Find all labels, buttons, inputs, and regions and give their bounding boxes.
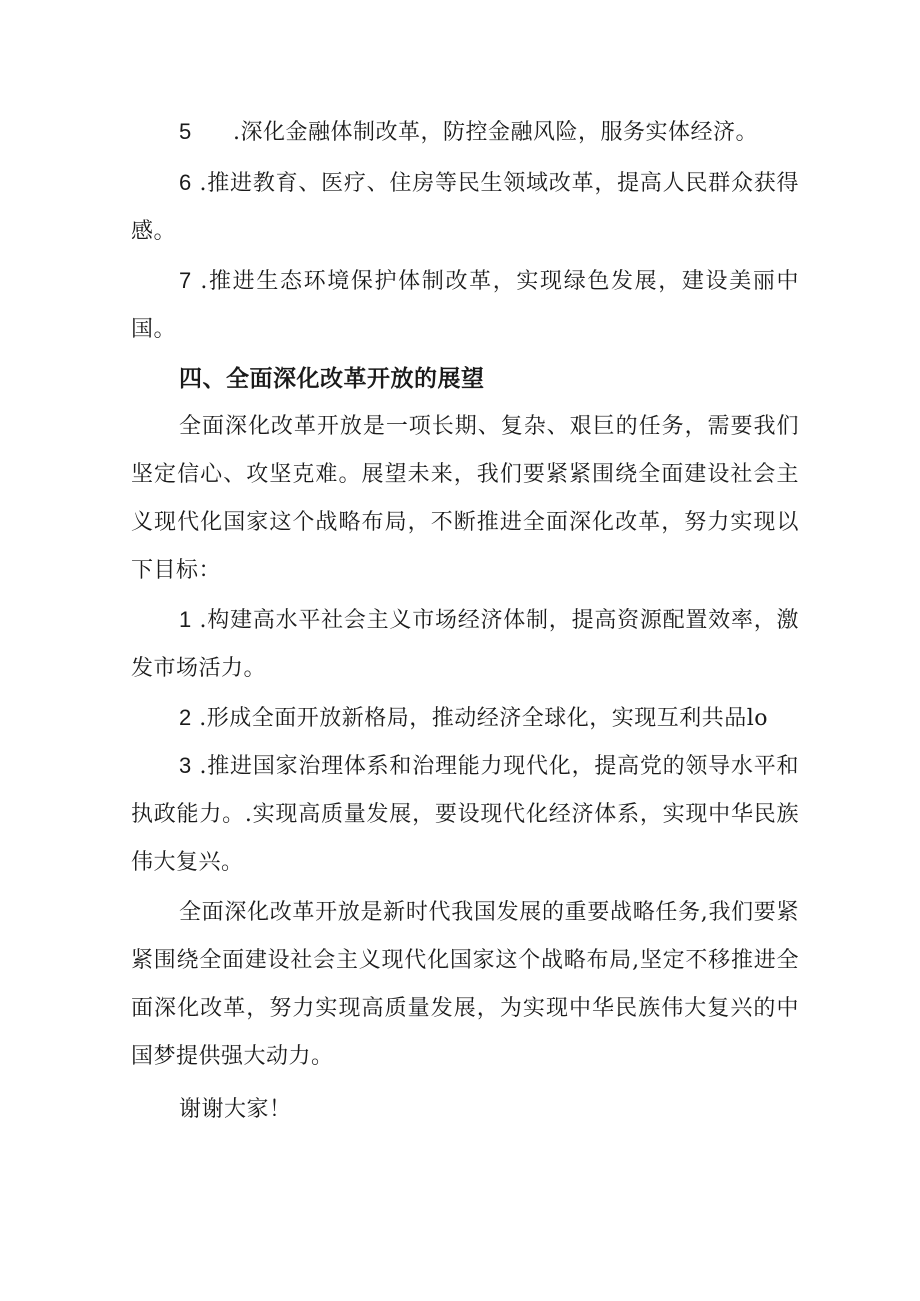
item-number: 3: [179, 753, 192, 778]
item-text: .推进教育、医疗、住房等民生领域改革，提高人民群众获得感。: [131, 171, 799, 244]
item-number: 6: [179, 170, 192, 195]
item-number: 1: [179, 607, 192, 632]
list-item-3: [131, 742, 799, 887]
closing-paragraph: 全面深化改革开放是新时代我国发展的重要战略任务,我们要紧紧围绕全面建设社会主义现代化国家这个战略布局,坚定不移推进全面深化改革，努力实现高质量发展，为实现中华民族伟大复兴的中国梦提供强大动力。: [131, 900, 799, 1069]
item-text: .形成全面开放新格局，推动经济全球化，实现互利共品lo: [199, 706, 769, 731]
item-text: .构建高水平社会主义市场经济体制，提高资源配置效率，激发市场活力。: [131, 608, 799, 681]
item-number: 5: [179, 119, 192, 144]
intro-paragraph: 全面深化改革开放是一项长期、复杂、艰巨的任务，需要我们坚定信心、攻坚克难。展望未来，我们要紧紧围绕全面建设社会主义现代化国家这个战略布局，不断推进全面深化改革，努力实现以下目标：: [131, 414, 799, 583]
item-text: .深化金融体制改革，防控金融风险，服务实体经济。: [233, 120, 758, 145]
list-item-7: [131, 257, 799, 354]
section-heading: 四、全面深化改革开放的展望: [179, 366, 485, 392]
thanks-line: 谢谢大家！: [179, 1097, 292, 1122]
list-item-5: [179, 108, 799, 157]
item-text: .推进国家治理体系和治理能力现代化，提高党的领导水平和执政能力。.实现高质量发展，要设现代化经济体系，实现中华民族伟大复兴。: [131, 754, 799, 875]
list-item-6: [131, 159, 799, 256]
list-item-2: [131, 694, 799, 743]
list-item-1: [131, 596, 799, 693]
item-number: 2: [179, 705, 192, 730]
item-number: 7: [179, 268, 192, 293]
item-text: .推进生态环境保护体制改革，实现绿色发展，建设美丽中国。: [131, 269, 799, 342]
